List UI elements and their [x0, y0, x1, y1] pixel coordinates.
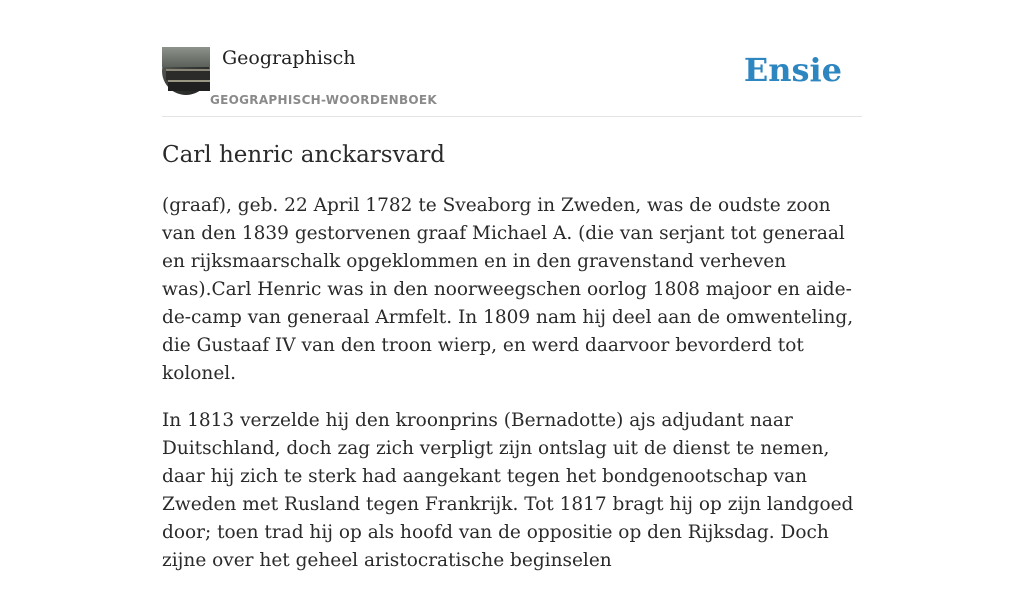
book-icon	[168, 80, 210, 91]
entry-title: Carl henric anckarsvard	[162, 142, 446, 168]
blog-subtitle[interactable]: GEOGRAPHISCH-WOORDENBOEK	[210, 93, 437, 107]
entry-paragraph: In 1813 verzelde hij den kroonprins (Bernadotte) ajs adjudant naar Duitschland, doch zag zich verpligt zijn ontslag uit de dienst te nemen, daar hij zich te sterk had aangekant tegen het bondgenootschap van Zweden met Rusland tegen Frankrijk. Tot 1817 bragt hij op zijn landgoed door; toen trad hij op als hoofd van de oppositie op den Rijksdag. Doch zijne over het geheel aristocratische beginselen	[162, 410, 854, 571]
entry-body	[162, 192, 862, 594]
avatar-background	[162, 47, 210, 67]
content-container	[162, 0, 862, 571]
blog-avatar[interactable]	[162, 47, 210, 95]
book-icon	[166, 69, 210, 80]
blog-header	[162, 0, 862, 117]
blog-title[interactable]: Geographisch	[222, 47, 356, 69]
brand-logo[interactable]: Ensie	[743, 51, 842, 89]
entry-paragraph: (graaf), geb. 22 April 1782 te Sveaborg in Zweden, was de oudste zoon van den 1839 gestorvenen graaf Michael A. (die van serjant tot generaal en rijksmaarschalk opgeklommen en in den gravenstand verheven was).Carl Henric was in den noorweegschen oorlog 1808 majoor en aide-de-camp van generaal Armfelt. In 1809 nam hij deel aan de omwenteling, die Gustaaf IV van den troon wierp, en werd daarvoor bevorderd tot kolonel.	[162, 195, 854, 384]
